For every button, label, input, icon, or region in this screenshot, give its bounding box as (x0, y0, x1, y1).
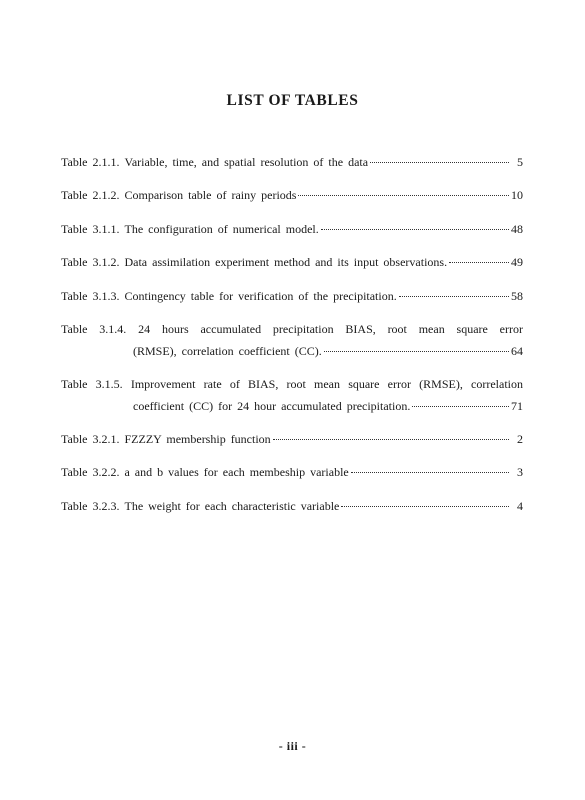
entry-title: Contingency table for verification of the precipitation. (124, 288, 397, 303)
entry-page-number: 10 (511, 188, 523, 203)
entry-label: Table 3.1.1. (61, 221, 120, 236)
list-item (61, 428, 523, 450)
dot-leader (341, 506, 509, 507)
list-item (61, 151, 523, 173)
entry-title: Comparison table of rainy periods (124, 188, 297, 203)
entry-label: Table 3.2.1. (61, 431, 120, 446)
entry-title: Improvement rate of BIAS, root mean square error (RMSE), correlation (130, 376, 523, 391)
dot-leader (324, 351, 509, 352)
list-item (61, 184, 523, 206)
list-item (61, 495, 523, 517)
entry-page-number: 2 (517, 431, 523, 446)
list-item (61, 285, 523, 307)
entry-label: Table 3.1.5. (61, 376, 123, 391)
entry-label: Table 3.1.2. (61, 255, 120, 270)
page-title: LIST OF TABLES (226, 92, 359, 109)
dot-leader (273, 439, 509, 440)
dot-leader (298, 195, 509, 196)
dot-leader (412, 406, 509, 407)
entry-page-number: 4 (517, 498, 523, 513)
list-item (61, 461, 523, 483)
entry-title-continued: coefficient (CC) for 24 hour accumulated precipitation. (133, 398, 411, 413)
entry-page-number: 49 (511, 255, 523, 270)
entry-title: 24 hours accumulated precipitation BIAS, root mean square error (138, 321, 523, 336)
page-number-footer: - iii - (278, 739, 307, 753)
entry-title: The weight for each characteristic variable (124, 498, 340, 513)
dot-leader (321, 229, 509, 230)
entry-title: The configuration of numerical model. (124, 221, 319, 236)
entry-label: Table 2.1.1. (61, 155, 120, 169)
entry-title: FZZZY membership function (124, 431, 271, 446)
entry-page-number: 58 (511, 288, 523, 303)
list-item (61, 373, 523, 417)
entry-label: Table 3.2.3. (61, 498, 120, 513)
list-item (61, 251, 523, 273)
dot-leader (351, 472, 509, 473)
list-item (61, 318, 523, 362)
entry-continuation-line (61, 340, 523, 362)
entry-page-number: 48 (511, 221, 523, 236)
entry-label: Table 3.2.2. (61, 465, 120, 480)
dot-leader (370, 162, 509, 163)
entry-label: Table 2.1.2. (61, 188, 120, 203)
list-item (61, 218, 523, 240)
entry-page-number: 3 (517, 465, 523, 480)
entry-title-continued: (RMSE), correlation coefficient (CC). (133, 343, 322, 358)
entry-continuation-line (61, 395, 523, 417)
entry-title: Data assimilation experiment method and its input observations. (124, 255, 448, 270)
table-list (61, 151, 523, 528)
entry-label: Table 3.1.4. (61, 321, 127, 336)
dot-leader (399, 296, 509, 297)
entry-page-number: 5 (517, 155, 523, 169)
entry-title: a and b values for each membeship variable (124, 465, 349, 480)
entry-page-number: 64 (511, 343, 523, 358)
entry-label: Table 3.1.3. (61, 288, 120, 303)
entry-first-line (61, 373, 523, 395)
dot-leader (449, 262, 509, 263)
entry-title: Variable, time, and spatial resolution of the data (124, 155, 369, 169)
entry-first-line (61, 318, 523, 340)
entry-page-number: 71 (511, 398, 523, 413)
